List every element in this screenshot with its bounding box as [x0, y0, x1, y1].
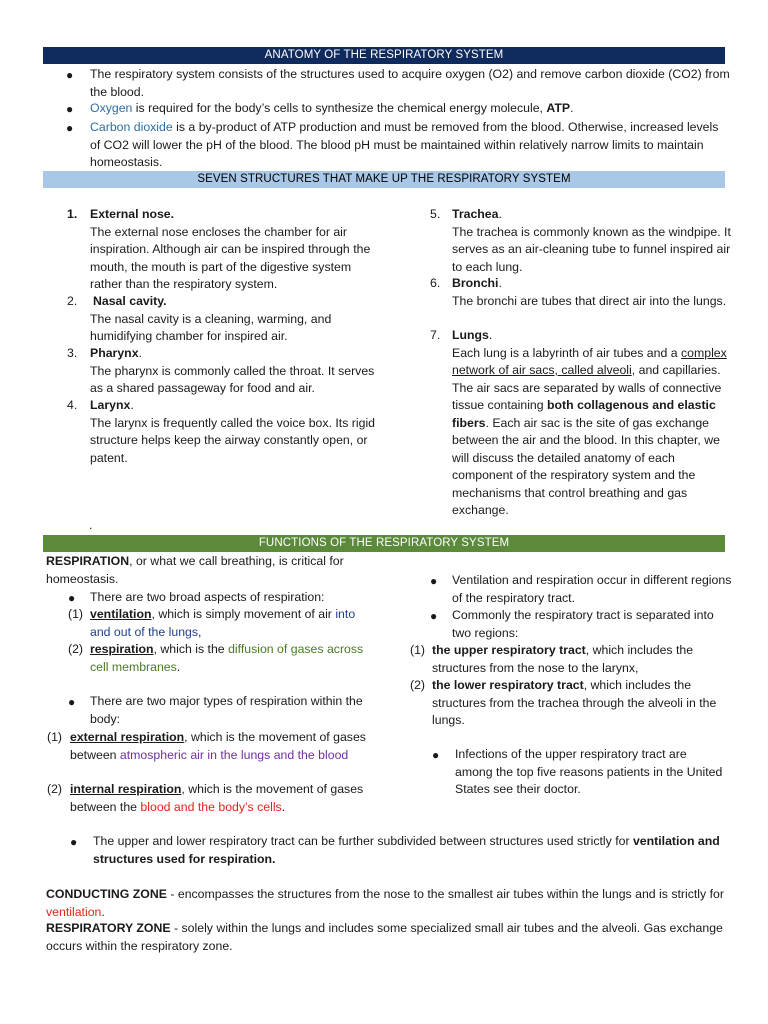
structure-lungs: Lungs. Each lung is a labyrinth of air tubes and a complex network of air sacs, called alveoli, and capillaries. The air sacs are separated by walls of connective tissue containing both collagenous and elastic fibers. Each air sac is the site of gas exchange between the air and the blood. In this chapter, we will discuss the detailed anatomy of each component of the respiratory system and the mechanisms that control breathing and gas exchange.: [452, 328, 727, 517]
text: , which is the movement of gases between: [70, 730, 366, 762]
bullet-dot: ●: [66, 102, 74, 116]
text: , which is the: [153, 642, 229, 656]
structure-text: The pharynx is commonly called the throat. It serves as a shared passageway for food and air.: [90, 363, 375, 395]
structure-text: The nasal cavity is a cleaning, warming, and humidifying chamber for inspired air.: [90, 311, 332, 343]
item-number: 7.: [430, 328, 441, 342]
types-bullet: There are two major types of respiration within the body:: [90, 694, 363, 726]
bullet-dot: ●: [430, 609, 438, 623]
section-header-functions: FUNCTIONS OF THE RESPIRATORY SYSTEM: [43, 535, 725, 552]
item-number: (1): [68, 607, 84, 621]
term-lower-tract: the lower respiratory tract: [432, 678, 584, 692]
colored-text: atmospheric air in the lungs and the blood: [119, 747, 349, 762]
term-carbon-dioxide: Carbon dioxide: [90, 120, 173, 134]
text: , or what we call breathing, is critical for homeostasis.: [46, 554, 344, 586]
item-number: 5.: [430, 207, 441, 221]
right-bullet-3: Infections of the upper respiratory tract are among the top five reasons patients in the United States see their doctor.: [455, 747, 723, 796]
colored-text: diffusion of gases across cell membranes: [90, 642, 364, 674]
structure-nasal-cavity: [90, 293, 375, 346]
bullet-dot: ●: [430, 574, 438, 588]
respiratory-zone: [46, 920, 730, 955]
conducting-zone: [46, 886, 730, 921]
structure-title: Nasal cavity.: [93, 294, 167, 308]
stray-dot: .: [89, 518, 93, 532]
colored-text: blood and the body’s cells: [140, 799, 282, 814]
text: Each lung is a labyrinth of air tubes and a: [452, 345, 681, 360]
text: is a by-product of ATP production and must be removed from the blood. Otherwise, increased levels of CO2 will lower the pH of the blood. The blood pH must be maintained within relatively narrow limits to maintain homeostasis.: [90, 120, 719, 169]
structure-title: Bronchi: [452, 276, 499, 290]
text: - encompasses the structures from the nose to the smallest air tubes within the lungs and is strictly for: [166, 887, 724, 901]
respiration-intro: [46, 553, 366, 588]
structure-trachea: Trachea. The trachea is commonly known as the windpipe. It serves as an air-cleaning tube to funnel inspired air to each lung.: [452, 207, 731, 274]
item-number: (2): [47, 782, 63, 796]
underlined-text: complex network of air sacs, called alveoli: [452, 345, 727, 377]
term-internal-respiration: internal respiration: [70, 782, 182, 796]
structure-title: Lungs: [452, 328, 489, 342]
text: , which includes the structures from the trachea through the alveoli in the lungs.: [432, 678, 717, 727]
item-number: (1): [410, 643, 426, 657]
right-bullet-1: Ventilation and respiration occur in different regions of the respiratory tract.: [452, 573, 732, 605]
item-number: 1.: [67, 207, 78, 221]
term-external-respiration: external respiration: [70, 730, 185, 744]
item-number: 3.: [67, 346, 78, 360]
colored-text: ventilation: [46, 904, 102, 919]
text: . Each air sac is the site of gas exchange between the air and the blood. In this chapter, we will discuss the detailed anatomy of each component of the respiratory system and the mechanisms that control breathing and gas exchange.: [452, 415, 720, 517]
term-atp: ATP: [546, 101, 571, 115]
respiration-item: respiration, which is the diffusion of gases across cell membranes.: [90, 642, 364, 674]
term-oxygen: Oxygen: [90, 101, 133, 115]
bullet-dot: ●: [432, 748, 440, 762]
text: is required for the body’s cells to synthesize the chemical energy molecule,: [132, 101, 547, 115]
structure-title: Pharynx: [90, 346, 139, 360]
structure-title: Trachea: [452, 207, 499, 221]
structure-text: The bronchi are tubes that direct air into the lungs.: [452, 293, 727, 308]
intro-bullet-1: The respiratory system consists of the structures used to acquire oxygen (O2) and remove carbon dioxide (CO2) from the blood.: [90, 67, 730, 99]
term-respiratory-zone: RESPIRATORY ZONE: [46, 921, 171, 935]
internal-respiration-item: internal respiration, which is the movement of gases between the blood and the body’s cells.: [70, 782, 364, 814]
bullet-dot: ●: [68, 695, 76, 709]
bold-text: ventilation and structures used for respiration.: [93, 834, 720, 866]
bullet-dot: ●: [68, 591, 76, 605]
term-respiration: RESPIRATION: [46, 554, 130, 568]
item-number: (2): [68, 642, 84, 656]
external-respiration-item: [70, 729, 370, 764]
structure-text: The external nose encloses the chamber for air inspiration. Although air can be inspired through the mouth, the mouth is part of the digestive system rather than the respiratory system.: [90, 224, 371, 291]
text: , which is simply movement of air: [151, 607, 336, 621]
structure-external-nose: [90, 206, 375, 294]
aspects-bullet: There are two broad aspects of respiration:: [90, 590, 325, 604]
text: - solely within the lungs and includes some specialized small air tubes and the alveoli. Gas exchange occurs within the respiratory zone.: [46, 921, 723, 953]
item-number: (1): [47, 730, 63, 744]
structure-title: External nose.: [90, 207, 175, 221]
term-conducting-zone: CONDUCTING ZONE: [46, 887, 167, 901]
structure-text: The larynx is frequently called the voice box. Its rigid structure helps keep the airway constantly open, or patent.: [90, 415, 376, 465]
text: , which is the movement of gases between the: [70, 782, 364, 814]
term-ventilation: ventilation: [90, 607, 152, 621]
text: .: [101, 904, 105, 919]
item-number: 6.: [430, 276, 441, 290]
text: The upper and lower respiratory tract can be further subdivided between structures used strictly for: [93, 834, 633, 848]
upper-tract-item: [432, 642, 732, 677]
term-respiration-2: respiration: [90, 642, 154, 656]
term-upper-tract: the upper respiratory tract: [432, 643, 586, 657]
lower-tract-item: [432, 677, 732, 730]
text: , which includes the structures from the nose to the larynx,: [432, 643, 694, 675]
structure-bronchi: Bronchi. The bronchi are tubes that direct air into the lungs.: [452, 276, 727, 308]
item-number: 2.: [67, 294, 78, 308]
ventilation-item: ventilation, which is simply movement of air into and out of the lungs,: [90, 607, 356, 639]
item-number: 4.: [67, 398, 78, 412]
item-number: (2): [410, 678, 426, 692]
structure-title: Larynx: [90, 398, 131, 412]
right-bullet-2: Commonly the respiratory tract is separated into two regions:: [452, 608, 714, 640]
bullet-dot: ●: [66, 121, 74, 135]
colored-text: into and out of the lungs: [90, 607, 356, 639]
text: , and capillaries. The air sacs are separated by walls of connective tissue containing: [452, 363, 722, 412]
bullet-dot: ●: [66, 68, 74, 82]
bold-text: both collagenous and elastic fibers: [452, 398, 716, 430]
structure-larynx: Larynx. The larynx is frequently called the voice box. Its rigid structure helps keep the airway constantly open, or patent.: [90, 398, 376, 465]
intro-bullet-2: Oxygen is required for the body’s cells to synthesize the chemical energy molecule, ATP.: [90, 101, 574, 115]
subdivision-bullet: [93, 833, 733, 868]
intro-bullet-3: [90, 119, 730, 172]
section-header-anatomy: ANATOMY OF THE RESPIRATORY SYSTEM: [43, 47, 725, 64]
structure-text: The trachea is commonly known as the windpipe. It serves as an air-cleaning tube to funnel inspired air to each lung.: [452, 224, 731, 274]
bullet-dot: ●: [70, 835, 78, 849]
structure-pharynx: Pharynx. The pharynx is commonly called the throat. It serves as a shared passageway for food and air.: [90, 346, 375, 395]
section-header-seven-structures: SEVEN STRUCTURES THAT MAKE UP THE RESPIRATORY SYSTEM: [43, 171, 725, 188]
